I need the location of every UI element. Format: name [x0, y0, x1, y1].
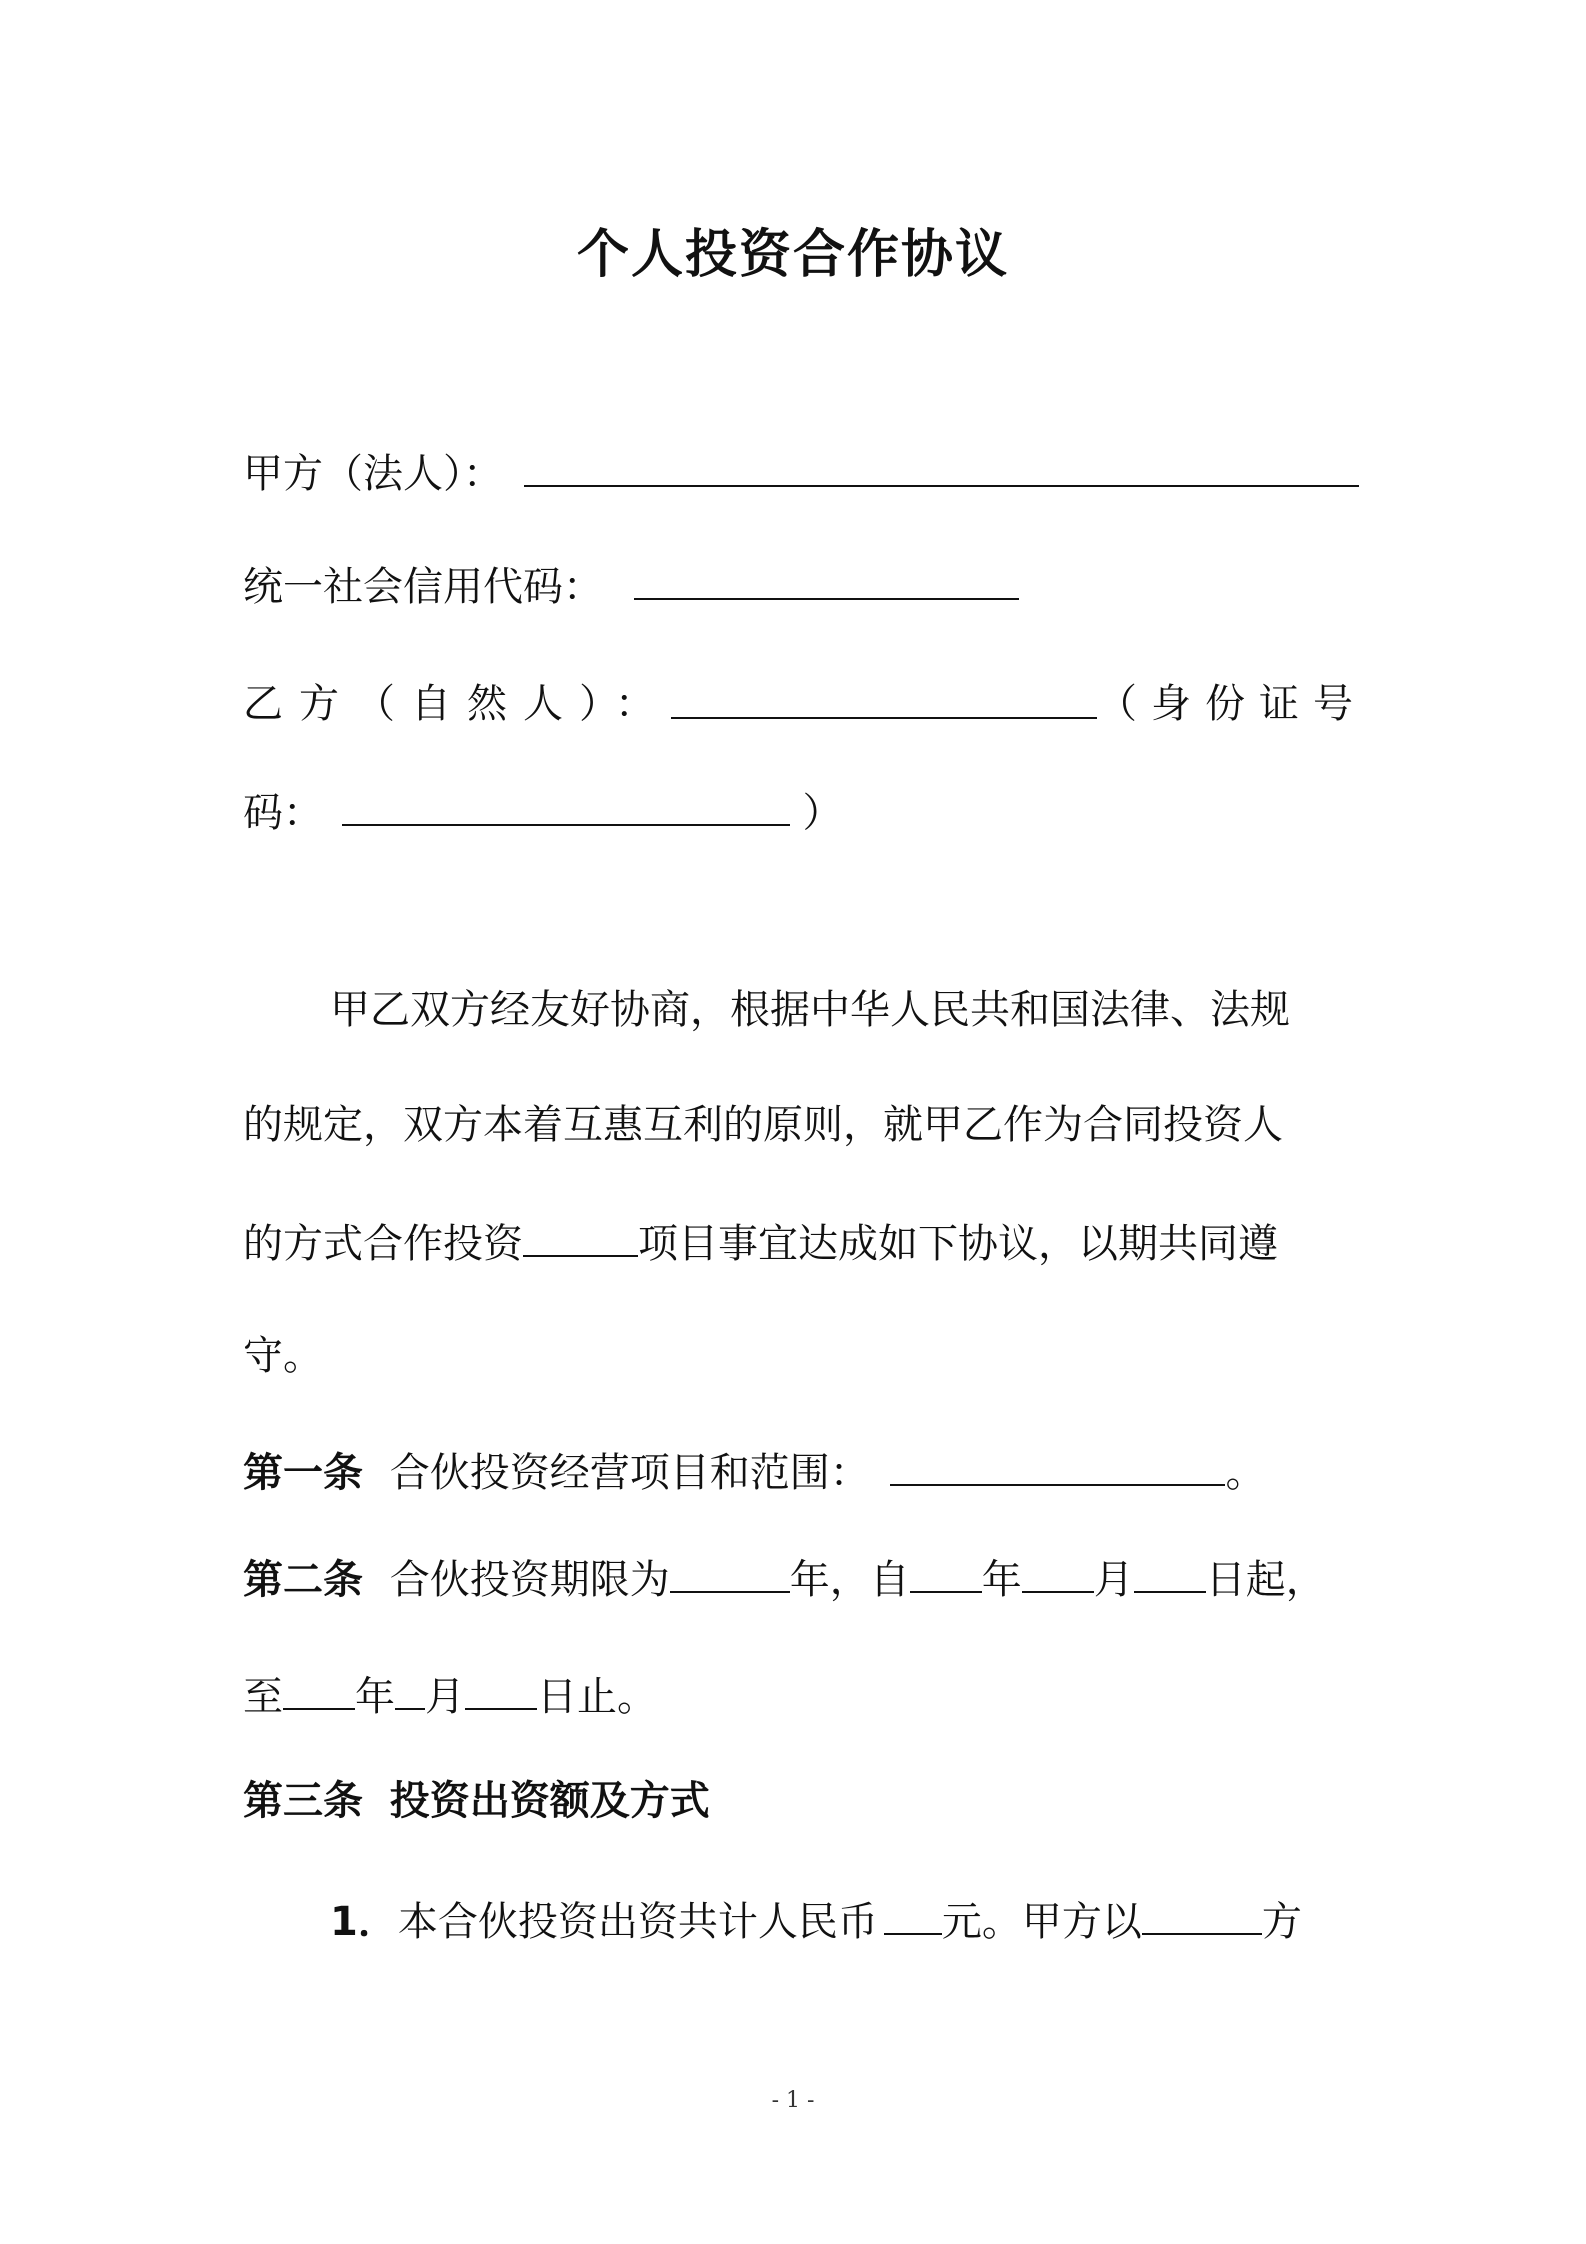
article-2-cont [243, 1670, 657, 1722]
start-month-blank[interactable] [1022, 1553, 1094, 1593]
party-b-line [243, 679, 1367, 729]
scope-blank[interactable] [890, 1446, 1225, 1486]
id-label: 码： [243, 790, 323, 836]
party-a-method-blank[interactable] [1142, 1895, 1262, 1935]
article-2-text-h: 月 [425, 1674, 465, 1720]
document-title: 个人投资合作协议 [576, 225, 1009, 285]
id-line [243, 786, 842, 838]
id-close-text: ） [802, 790, 843, 836]
credit-code-blank[interactable] [634, 560, 1019, 600]
article-1-heading: 第一条 [243, 1450, 363, 1496]
id-number-blank[interactable] [342, 786, 790, 826]
article-3-text: 投资出资额及方式 [389, 1778, 710, 1824]
start-year-blank[interactable] [910, 1553, 982, 1593]
end-day-blank[interactable] [465, 1670, 537, 1710]
preamble-line-4: 守。 [243, 1333, 323, 1379]
preamble-line-3 [243, 1217, 1278, 1269]
credit-code-label: 统一社会信用代码： [243, 564, 603, 610]
article-1 [243, 1446, 1265, 1498]
party-b-label: 乙方（自然人）： [243, 681, 671, 727]
project-name-blank[interactable] [523, 1217, 638, 1257]
start-day-blank[interactable] [1134, 1553, 1206, 1593]
item-1 [330, 1895, 1302, 1947]
item-1-text-b: 元。甲方以 [941, 1899, 1142, 1945]
article-1-text: 合伙投资经营项目和范围： [389, 1450, 870, 1496]
party-a-blank[interactable] [524, 447, 1359, 487]
party-a-label: 甲方（法人）： [243, 451, 503, 497]
article-1-end: 。 [1225, 1450, 1266, 1496]
article-2-text-d: 月 [1093, 1557, 1134, 1603]
page-number: - 1 - [771, 2088, 815, 2113]
preamble-line-1: 甲乙双方经友好协商，根据中华人民共和国法律、法规 [330, 987, 1290, 1033]
item-1-number: 1． [330, 1899, 398, 1945]
credit-code-line [243, 560, 1019, 612]
preamble-line-2: 的规定，双方本着互惠互利的原则，就甲乙作为合同投资人 [243, 1102, 1283, 1148]
article-3 [243, 1776, 710, 1826]
article-2-text-f: 至 [243, 1674, 283, 1720]
preamble-line-3a: 的方式合作投资 [243, 1221, 523, 1267]
end-month-blank[interactable] [395, 1670, 425, 1710]
article-2-text-a: 合伙投资期限为 [389, 1557, 670, 1603]
article-2-text-i: 日止。 [537, 1674, 657, 1720]
party-b-blank[interactable] [671, 679, 1097, 719]
party-a-line [243, 447, 1359, 499]
article-2-text-c: 年 [981, 1557, 1022, 1603]
preamble-line-3b: 项目事宜达成如下协议，以期共同遵 [638, 1221, 1278, 1267]
term-years-blank[interactable] [670, 1553, 790, 1593]
item-1-text-a: 本合伙投资出资共计人民币 [397, 1899, 878, 1945]
article-2-text-b: 年，自 [789, 1557, 910, 1603]
article-3-heading: 第三条 [243, 1778, 363, 1824]
article-2-text-g: 年 [355, 1674, 395, 1720]
item-1-text-c: 方 [1261, 1899, 1302, 1945]
article-2-text-e: 日起， [1205, 1557, 1326, 1603]
amount-blank[interactable] [884, 1895, 942, 1935]
end-year-blank[interactable] [283, 1670, 355, 1710]
article-2-heading: 第二条 [243, 1557, 363, 1603]
id-open-text: （身份证号 [1097, 681, 1367, 727]
article-2 [243, 1553, 1326, 1605]
